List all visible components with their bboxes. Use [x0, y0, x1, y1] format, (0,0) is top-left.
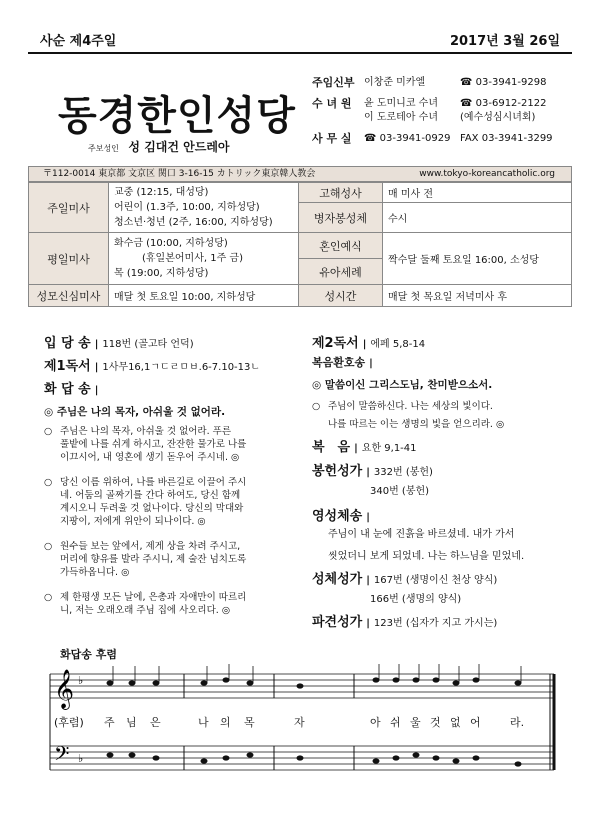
staff-name: 윤 도미니코 수녀: [364, 98, 438, 109]
first-reading: [44, 355, 302, 374]
gospel-value: 요한 9,1-41: [361, 443, 417, 454]
entrance-label: 입 당 송: [44, 336, 91, 351]
infant-baptism-label: 유아세례: [299, 259, 383, 285]
verse-line: 제 한평생 모든 날에, 은총과 자애만이 따르리: [60, 592, 247, 603]
gospel: [312, 436, 572, 455]
verse-line: 주님이 말씀하신다. 나는 세상의 빛이다.: [328, 401, 493, 412]
wedding-value: 짝수달 둘째 토요일 16:00, 소성당: [383, 233, 572, 285]
treble-clef-icon: 𝄞: [54, 669, 75, 709]
verse-line: 네. 어둠의 골짜기를 간다 하여도, 당신 함께: [60, 490, 241, 501]
psalm-label: 화 답 송: [44, 382, 91, 397]
separator: |: [366, 575, 370, 586]
separator: |: [94, 385, 99, 396]
acclamation-refrain: ◎ 말씀이신 그리스도님, 찬미받으소서.: [312, 379, 493, 391]
anointing-label: 병자봉성체: [299, 203, 383, 233]
lyric: 울: [410, 716, 421, 729]
second-reading: [312, 332, 572, 351]
staff-role: 사 무 실: [312, 132, 352, 145]
lyric: 자: [294, 716, 305, 729]
schedule-line: 어린이 (1.3주, 10:00, 지하성당): [114, 202, 260, 213]
recessional-label: 파견성가: [312, 615, 363, 630]
lyric: 목: [244, 716, 255, 729]
patron-name: 성 김대건 안드레아: [128, 140, 230, 154]
verse-line: 가득하옵니다. ◎: [60, 567, 130, 578]
patron-label: 주보성인: [88, 144, 119, 153]
marian-mass-value: 매달 첫 토요일 10:00, 지하성당: [109, 285, 299, 307]
verse-marker: ○: [44, 592, 53, 603]
separator: |: [362, 339, 367, 350]
staff-name: ☎ 03-3941-0929: [364, 133, 451, 144]
confession-label: 고해성사: [299, 183, 383, 203]
mass-schedule-table: [28, 182, 572, 307]
lyric: 라.: [510, 716, 525, 729]
schedule-line: (휴일본어미사, 1주 금): [142, 253, 243, 264]
verse-line: 계시오니 두려울 것 없나이다. 당신의 막대와: [60, 503, 244, 514]
recessional-value: 123번 (십자가 지고 가시는): [373, 618, 498, 629]
verse-line: 풀밭에 나를 쉬게 하시고, 잔잔한 물가로 나를: [60, 439, 247, 450]
psalm-verse: [44, 425, 302, 464]
acclamation-verse: [312, 398, 572, 434]
staff-name: 이 도로테아 수녀: [364, 112, 438, 123]
lyric: 의: [220, 716, 231, 729]
psalm-refrain: ◎ 주님은 나의 목자, 아쉬울 것 없어라.: [44, 406, 226, 418]
staff-directory: [312, 76, 572, 146]
liturgical-season: 사순 제4주일: [40, 34, 117, 49]
lyric: 어: [470, 716, 481, 729]
entrance-value: 118번 (골고타 언덕): [102, 339, 194, 350]
verse-line: 당신 이름 위하여, 나를 바른길로 이끌어 주시: [60, 477, 247, 488]
anointing-value: 수시: [383, 203, 572, 233]
holy-hour-value: 매달 첫 목요일 저녁미사 후: [383, 285, 572, 307]
verse-marker: ○: [44, 426, 53, 437]
patron-saint: [88, 138, 230, 155]
lyric: 나: [198, 716, 209, 729]
verse-marker: ○: [312, 401, 321, 412]
confession-value: 매 미사 전: [383, 183, 572, 203]
flat-icon: ♭: [78, 752, 84, 765]
staff-row: [312, 111, 572, 125]
reading2-label: 제2독서: [312, 336, 359, 351]
offertory-value: 332번 (봉헌): [373, 467, 433, 478]
communion-value: 167번 (생명이신 천상 양식): [373, 575, 498, 586]
gospel-label: 복 음: [312, 440, 351, 455]
verse-line: 씻었더니 보게 되었네. 나는 하느님을 믿었네.: [328, 551, 525, 562]
recessional-hymn: [312, 611, 572, 630]
staff-tel: FAX 03-3941-3299: [460, 133, 553, 144]
verse-line: 니, 저는 오래오래 주님 집에 사오리다. ◎: [60, 605, 231, 616]
separator: |: [366, 618, 370, 629]
psalm-verse: [44, 540, 302, 579]
reading1-value: 1사무16,1ㄱㄷㄹㅁㅂ.6-7.10-13ㄴ: [102, 362, 261, 373]
header-rule: [28, 52, 572, 54]
lyric: 쉬: [390, 716, 401, 729]
lyric: 님: [126, 716, 137, 729]
church-title: 동경한인성당: [58, 93, 296, 139]
communion-antiphon-heading: [312, 505, 572, 524]
schedule-line: 목 (19:00, 지하성당): [114, 268, 209, 279]
psalm-heading: [44, 378, 302, 397]
separator: |: [366, 467, 370, 478]
communion-hymn: [312, 568, 572, 587]
staff-row: [312, 76, 572, 90]
staff-row: [312, 132, 572, 146]
schedule-line: 화수금 (10:00, 지하성당): [114, 238, 228, 249]
bulletin-date: 2017년 3월 26일: [449, 34, 560, 49]
wedding-label: 혼인예식: [299, 233, 383, 259]
verse-line: 주님이 내 눈에 진흙을 바르셨네. 내가 가서: [328, 529, 515, 540]
weekday-mass-label: 평일미사: [29, 233, 109, 285]
separator: |: [354, 443, 358, 454]
sunday-mass-times: [109, 183, 299, 233]
communion-antiphon-label: 영성체송: [312, 509, 363, 524]
acclamation-label: 복음환호송: [312, 356, 366, 369]
verse-line: 지팡이, 저에게 위안이 되나이다. ◎: [60, 516, 206, 527]
verse-line: 주님은 나의 목자, 아쉬울 것 없어라. 푸른: [60, 426, 231, 437]
offertory-hymn: [312, 460, 572, 479]
reading1-label: 제1독서: [44, 359, 91, 374]
separator: |: [94, 362, 99, 373]
bass-notes: [107, 752, 522, 766]
address-bar: [28, 166, 572, 182]
top-header: [40, 30, 560, 50]
website-link[interactable]: www.tokyo-koreancatholic.org: [419, 169, 555, 179]
staff-tel: ☎ 03-6912-2122: [460, 98, 547, 109]
acclamation-heading: [312, 354, 572, 370]
sunday-mass-label: 주일미사: [29, 183, 109, 233]
psalm-verse: [44, 476, 302, 528]
lyric: 은: [150, 716, 161, 729]
schedule-line: 청소년·청년 (2주, 16:00, 지하성당): [114, 217, 273, 228]
psalm-refrain-music-title: 화답송 후렴: [60, 648, 117, 661]
communion-hymn-2: 166번 (생명의 양식): [370, 594, 462, 605]
staff-role: 수 녀 원: [312, 97, 352, 110]
bass-clef-icon: 𝄢: [54, 742, 70, 770]
staff-name: 이창준 미카엘: [364, 77, 426, 88]
staff-tel: ☎ 03-3941-9298: [460, 77, 547, 88]
psalm-verse: [44, 591, 302, 617]
marian-mass-label: 성모신심미사: [29, 285, 109, 307]
flat-icon: ♭: [78, 674, 84, 687]
offertory-label: 봉헌성가: [312, 464, 363, 479]
verse-marker: ○: [44, 477, 53, 488]
communion-label: 성체성가: [312, 572, 363, 587]
lyric: 없: [450, 716, 461, 729]
verse-line: 이끄시어, 내 영혼에 생기 돋우어 주시네. ◎: [60, 452, 240, 463]
communion-antiphon-text: [312, 524, 572, 568]
verse-marker: ○: [44, 541, 53, 552]
staff-tel: (예수성심시녀회): [460, 112, 536, 123]
verse-line: 나를 따르는 이는 생명의 빛을 얻으리라. ◎: [328, 419, 505, 430]
psalm-refrain-score: [44, 664, 564, 814]
lyric: (후렴): [54, 716, 84, 729]
staff-row: [312, 97, 572, 111]
separator: |: [94, 339, 99, 350]
weekday-mass-times: [109, 233, 299, 285]
church-address: 〒112-0014 東京都 文京区 関口 3-16-15 カトリック東京韓人教会: [43, 169, 316, 179]
schedule-line: 교중 (12:15, 대성당): [114, 187, 209, 198]
offertory-hymn-2: 340번 (봉헌): [370, 486, 430, 497]
separator: |: [369, 358, 373, 369]
holy-hour-label: 성시간: [299, 285, 383, 307]
lyric: 것: [430, 716, 441, 729]
verse-line: 원수들 보는 앞에서, 제게 상을 차려 주시고,: [60, 541, 241, 552]
lyric: 아: [370, 716, 381, 729]
lyrics: [54, 715, 524, 729]
verse-line: 머리에 향유를 발라 주시니, 제 술잔 넘치도록: [60, 554, 247, 565]
separator: |: [366, 512, 370, 523]
staff-role: [312, 111, 364, 125]
lyric: 주: [104, 716, 115, 729]
entrance-hymn: [44, 332, 302, 351]
reading2-value: 에페 5,8-14: [370, 339, 426, 350]
staff-role: 주임신부: [312, 76, 355, 89]
